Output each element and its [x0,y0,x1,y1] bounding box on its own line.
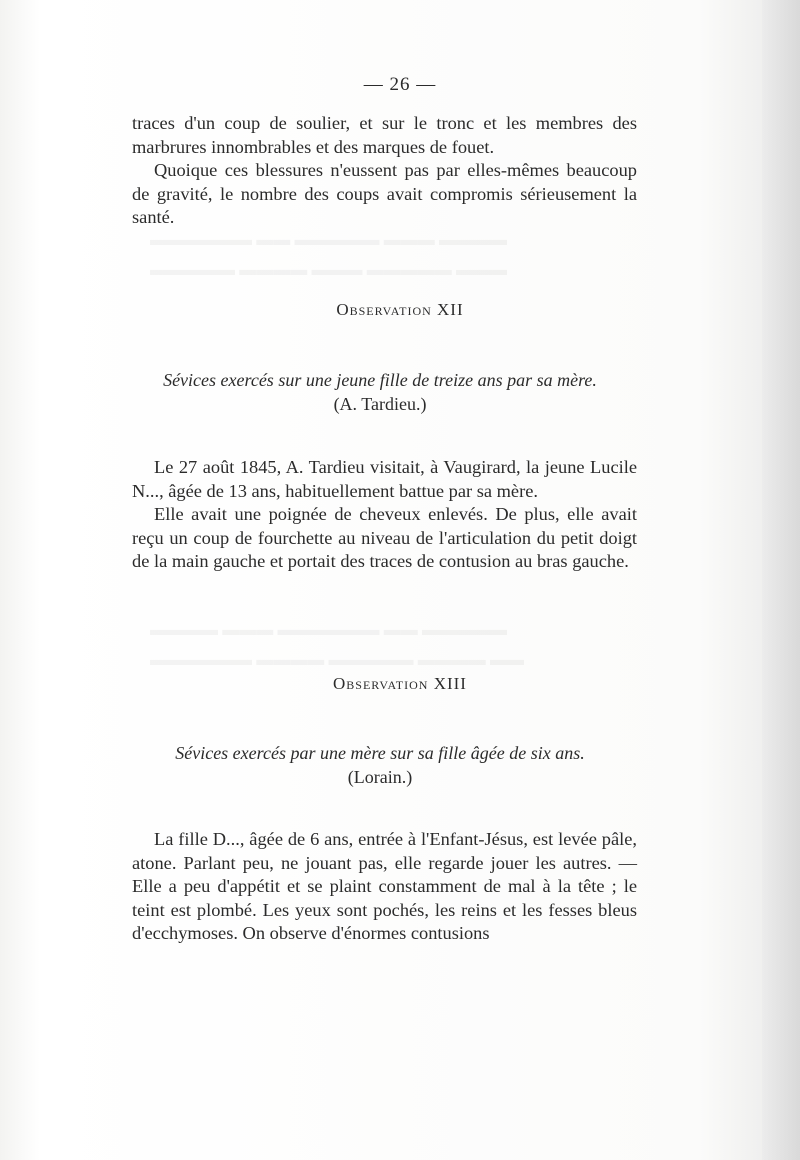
observation-body [132,828,637,946]
show-through-mark [150,260,507,280]
show-through-mark [150,650,524,670]
observation-subtitle [120,741,640,789]
observation-heading: Observation XIII [333,674,467,693]
subtitle-text: Sévices exercés par une mère sur sa fille âgée de six ans. [175,743,585,763]
paragraph: La fille D..., âgée de 6 ans, entrée à l'Enfant-Jésus, est levée pâle, atone. Parlant peu, ne jouant pas, elle regarde jouer les autres. — Elle a peu d'appétit et se plaint constamment de mal à la tête ; le teint est plombé. Les yeux sont pochés, les reins et les fesses bleus d'ecchymoses. On observe d'énormes contusions [132,829,637,943]
paragraph: Elle avait une poignée de cheveux enlevés. De plus, elle avait reçu un coup de fourchette au niveau de l'articulation du petit doigt de la main gauche et portait des traces de contusion au bras gauche. [132,504,637,571]
observation-body [132,456,637,574]
show-through-mark [150,230,507,250]
paragraph: Quoique ces blessures n'eussent pas par elles-mêmes beaucoup de gravité, le nombre des coups avait compromis sérieusement la santé. [132,160,637,227]
observation-heading: Observation XII [336,300,464,319]
subtitle-text: Sévices exercés sur une jeune fille de treize ans par sa mère. [163,370,597,390]
paragraph: Le 27 août 1845, A. Tardieu visitait, à Vaugirard, la jeune Lucile N..., âgée de 13 ans, habituellement battue par sa mère. [132,457,637,501]
subtitle-author: (Lorain.) [347,767,413,787]
show-through-mark [150,620,507,640]
page-number: — 26 — [363,74,437,95]
paragraph: traces d'un coup de soulier, et sur le tronc et les membres des marbrures innombrables et des marques de fouet. [132,113,637,157]
observation-subtitle [120,368,640,416]
page-edge-shadow [762,0,800,1160]
opening-text [132,112,637,230]
subtitle-author: (A. Tardieu.) [333,394,427,414]
